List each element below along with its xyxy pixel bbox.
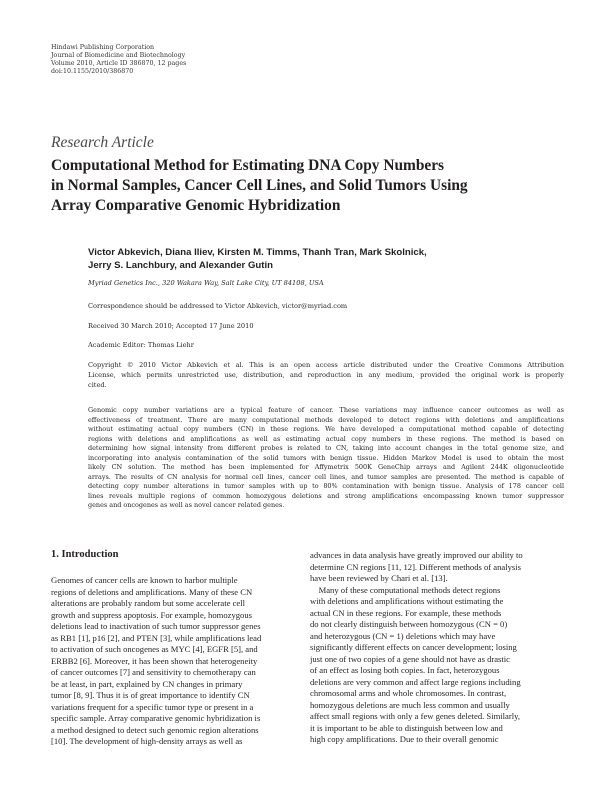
body-line: Genomes of cancer cells are known to harbor multiple <box>51 575 238 585</box>
affiliation: Myriad Genetics Inc., 320 Wakara Way, Salt Lake City, UT 84108, USA <box>88 279 324 287</box>
body-line: of an effect as losing both copies. In fact, heterozygous <box>310 665 500 675</box>
right-column-text <box>310 550 550 746</box>
body-line: it is important to be able to distinguish between low and <box>310 722 503 733</box>
body-line: and heterozygous (CN = 1) deletions which may have <box>310 630 496 641</box>
article-type: Research Article <box>51 134 154 151</box>
abstract-line: without estimating actual copy numbers (CN) in these regions. We have developed a computational method capable of detecting <box>88 425 564 433</box>
body-line: tumor [8, 9]. Thus it is of great importance to identify CN <box>51 690 250 700</box>
body-line: [10]. The development of high-density arrays as well as <box>51 736 243 746</box>
academic-editor: Academic Editor: Thomas Liehr <box>88 341 194 349</box>
abstract-line: likely CN solution. The method has been implemented for Affymetrix 500K GeneChip arrays and Agilent 244K oligonucleotide <box>88 463 564 471</box>
copyright-line: cited. <box>88 381 107 390</box>
body-line: affect small regions with only a few genes deleted. Similarly, <box>310 711 521 721</box>
body-line: regions of deletions and amplifications. Many of these CN <box>51 586 253 597</box>
copyright-line: License, which permits unrestricted use, distribution, and reproduction in any medium, provided the original work is properly <box>88 371 564 380</box>
author-line: Jerry S. Lanchbury, and Alexander Gutin <box>88 260 273 272</box>
body-line: Many of these computational methods detect regions <box>310 584 501 595</box>
abstract-line: Genomic copy number variations are a typical feature of cancer. These variations may influence cancer outcomes as well as <box>88 406 564 414</box>
author-list <box>88 246 568 273</box>
body-line: alterations are probably random but some accelerate cell <box>51 598 245 608</box>
abstract-line: arrays. The results of CN analysis for normal cell lines, cancer cell lines, and tumor samples are presented. The method is capable of <box>88 472 564 481</box>
journal-header <box>51 44 186 76</box>
title-line: in Normal Samples, Cancer Cell Lines, and Solid Tumors Using <box>51 177 468 194</box>
publisher: Hindawi Publishing Corporation <box>51 44 155 51</box>
body-line: of cancer outcomes [7] and sensitivity to chemotherapy can <box>51 667 256 677</box>
body-line: variations frequent for a specific tumor type or present in a <box>51 701 254 712</box>
doi[interactable]: doi:10.1155/2010/386870 <box>51 67 134 75</box>
body-line: growth and suppress apoptosis. For example, homozygous <box>51 609 252 620</box>
abstract-line: lines reveals multiple regions of common homozygous deletions and strong amplifications encompassing known tumor suppressor <box>88 491 564 500</box>
body-line: high copy amplifications. Due to their overall genomic <box>310 734 499 744</box>
body-line: advances in data analysis have greatly improved our ability to <box>310 550 523 560</box>
abstract-line: effectiveness of treatment. There are many computational methods developed to detect regions with deletions and amplifications <box>88 415 564 424</box>
body-line: determine CN regions [11, 12]. Different methods of analysis <box>310 561 521 572</box>
section-heading-introduction: 1. Introduction <box>51 549 119 560</box>
body-line: as RB1 [1], p16 [2], and PTEN [3], while amplifications lead <box>51 632 262 643</box>
body-line: deletions are very common and affect large regions including <box>310 676 521 687</box>
title-line: Computational Method for Estimating DNA Copy Numbers <box>51 157 445 174</box>
left-column-text <box>51 575 293 748</box>
title-line: Array Comparative Genomic Hybridization <box>51 197 341 214</box>
body-line: actual CN in these regions. For example, these methods <box>310 607 502 618</box>
author-line: Victor Abkevich, Diana Iliev, Kirsten M. Timms, Thanh Tran, Mark Skolnick, <box>88 247 427 258</box>
abstract-line: detecting copy number alterations in tumor samples with up to 80% contamination with benign tissue. Analysis of 178 cancer cell <box>88 482 564 490</box>
body-line: just one of two copies of a gene should not have as drastic <box>310 653 510 664</box>
volume-info: Volume 2010, Article ID 386870, 12 pages <box>51 59 187 67</box>
body-line: chromosomal arms and whole chromosomes. In contrast, <box>310 688 507 698</box>
abstract-line: determining how signal intensity from different probes is related to CN, taking into account changes in the total genome size, and <box>88 444 564 452</box>
abstract <box>88 406 564 511</box>
received-accepted-dates: Received 30 March 2010; Accepted 17 June 2010 <box>88 322 254 330</box>
copyright-notice <box>88 360 564 391</box>
body-line: with deletions and amplifications without estimating the <box>310 596 504 606</box>
body-line: ERBB2 [6]. Moreover, it has been shown that heterogeneity <box>51 655 258 666</box>
abstract-line: genes and oncogenes as well as novel cancer related genes. <box>88 501 285 509</box>
body-line: a method designed to detect such genomic region alterations <box>51 724 259 735</box>
body-line: do not clearly distinguish between homozygous (CN = 0) <box>310 619 508 629</box>
body-line: significantly different effects on cancer development; losing <box>310 642 517 652</box>
correspondence: Correspondence should be addressed to Victor Abkevich, victor@myriad.com <box>88 302 348 310</box>
abstract-line: incorporating into analysis contamination of the solid tumors with benign tissue. Hidden Markov Model is used to obtain the most <box>88 453 564 462</box>
body-line: deletions lead to inactivation of such tumor suppressor genes <box>51 621 261 631</box>
journal-name: Journal of Biomedicine and Biotechnology <box>51 51 186 59</box>
paper-title <box>51 156 571 216</box>
body-line: specific sample. Array comparative genomic hybridization is <box>51 713 261 723</box>
abstract-line: regions with deletions and amplifications as well as estimating actual copy numbers in these regions. The method is based on <box>88 434 564 443</box>
body-line: have been reviewed by Chari et al. [13]. <box>310 573 448 583</box>
body-line: homozygous deletions are much less common and usually <box>310 699 510 710</box>
body-line: be at least, in part, explained by CN changes in primary <box>51 678 243 689</box>
body-line: to activation of such oncogenes as MYC [4], EGFR [5], and <box>51 644 258 654</box>
copyright-line: Copyright © 2010 Victor Abkevich et al. This is an open access article distributed under the Creative Commons Attribution <box>88 361 564 369</box>
